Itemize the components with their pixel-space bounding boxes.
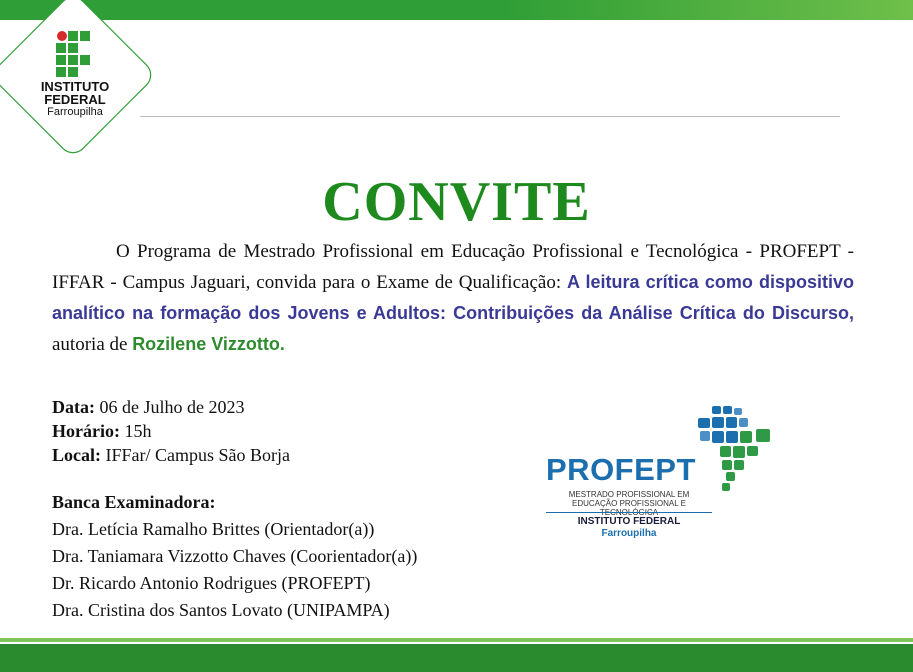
date-row bbox=[52, 395, 290, 419]
ifar-logo-text bbox=[20, 80, 130, 119]
place-value: IFFar/ Campus São Borja bbox=[101, 445, 290, 465]
author-name: Rozilene Vizzotto. bbox=[132, 334, 285, 354]
profept-wordmark: PROFEPT bbox=[546, 452, 696, 487]
bottom-green-bar bbox=[0, 644, 913, 672]
profept-logo bbox=[540, 402, 790, 552]
profept-subtitle-line1: MESTRADO PROFISSIONAL EM bbox=[568, 490, 690, 499]
banca-member: Dra. Taniamara Vizzotto Chaves (Coorientador(a)) bbox=[52, 546, 418, 566]
banca-member: Dr. Ricardo Antonio Rodrigues (PROFEPT) bbox=[52, 573, 371, 593]
time-row bbox=[52, 419, 290, 443]
page-title: CONVITE bbox=[322, 171, 591, 233]
time-value: 15h bbox=[119, 421, 152, 441]
banca-section bbox=[52, 490, 417, 624]
place-row bbox=[52, 443, 290, 467]
header-divider bbox=[140, 116, 840, 117]
logo-line-federal: FEDERAL bbox=[44, 92, 106, 107]
ifar-logo-icon bbox=[0, 0, 154, 156]
event-details bbox=[52, 395, 290, 467]
profept-institution: INSTITUTO FEDERAL bbox=[577, 516, 681, 527]
place-label: Local: bbox=[52, 445, 101, 465]
authorship-text: autoria de bbox=[52, 334, 133, 355]
invitation-paragraph bbox=[52, 236, 854, 360]
time-label: Horário: bbox=[52, 421, 120, 441]
brazil-map-dots-icon bbox=[690, 402, 785, 494]
banca-heading: Banca Examinadora: bbox=[52, 492, 216, 512]
thesis-title: A leitura crítica como dispositivo analítico na formação dos Jovens e Adultos: Contribuições da Análise Crítica do Discurso, bbox=[52, 272, 854, 323]
banca-member: Dra. Cristina dos Santos Lovato (UNIPAMPA) bbox=[52, 600, 390, 620]
invitation-intro: O Programa de Mestrado Profissional em Educação Profissional e Tecnológica - PROFEPT - IFFAR - Campus Jaguari, convida para o Exame de Qualificação: bbox=[52, 241, 854, 293]
profept-divider bbox=[546, 512, 712, 513]
date-label: Data: bbox=[52, 397, 95, 417]
profept-campus: Farroupilha bbox=[601, 528, 657, 539]
banca-member: Dra. Letícia Ramalho Brittes (Orientador(a)) bbox=[52, 519, 375, 539]
logo-line-instituto: INSTITUTO bbox=[40, 79, 110, 94]
profept-subtitle-line2: EDUCAÇÃO PROFISSIONAL E bbox=[572, 499, 686, 508]
date-value: 06 de Julho de 2023 bbox=[95, 397, 245, 417]
logo-line-farroupilha: Farroupilha bbox=[47, 106, 103, 118]
